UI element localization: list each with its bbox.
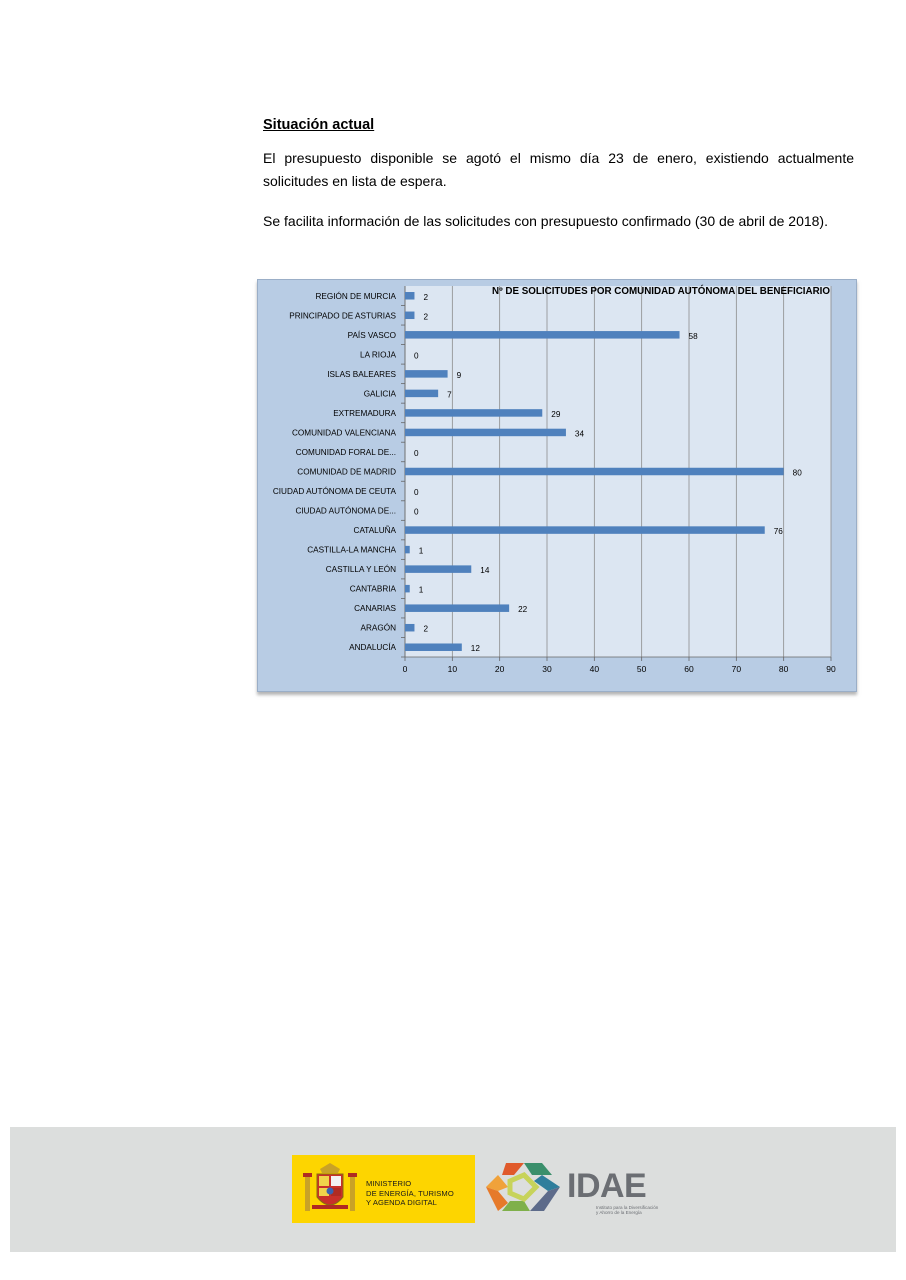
category-label: COMUNIDAD FORAL DE... (295, 447, 396, 457)
bar (405, 312, 414, 320)
x-tick-label: 80 (778, 664, 789, 674)
category-labels (273, 291, 397, 652)
category-label: CATALUÑA (353, 526, 396, 536)
bar-chart (258, 280, 856, 691)
category-label: CASTILLA Y LEÓN (325, 565, 396, 575)
idae-subtitle: Instituto para la Diversificación y Ahorro de la Energía (596, 1205, 659, 1216)
value-label: 29 (551, 409, 561, 419)
coat-of-arms-icon (302, 1161, 358, 1219)
ministry-name: MINISTERIO DE ENERGÍA, TURISMO Y AGENDA DIGITAL (366, 1179, 454, 1208)
bar (405, 585, 410, 593)
bar (405, 292, 414, 300)
bar (405, 604, 509, 612)
category-label: ARAGÓN (360, 623, 396, 633)
x-tick-label: 20 (494, 664, 505, 674)
category-label: CANTABRIA (349, 584, 396, 594)
category-label: CANARIAS (354, 604, 396, 614)
value-label: 34 (574, 429, 585, 439)
value-label: 80 (792, 468, 802, 478)
category-label: COMUNIDAD VALENCIANA (291, 428, 396, 438)
x-tick-label: 70 (731, 664, 742, 674)
x-tick-label: 10 (447, 664, 458, 674)
value-label: 0 (414, 488, 419, 498)
x-tick-label: 60 (684, 664, 694, 674)
x-tick-label: 40 (589, 664, 600, 674)
x-tick-label: 0 (402, 664, 408, 674)
idae-wordmark: IDAE (567, 1167, 647, 1205)
value-label: 1 (418, 585, 424, 595)
value-label: 12 (470, 644, 480, 654)
value-label: 7 (447, 390, 452, 400)
paragraph-info: Se facilita información de las solicitudes con presupuesto confirmado (30 de abril de 2018). (263, 213, 828, 229)
bar (405, 429, 566, 437)
x-tick-labels (403, 664, 836, 674)
category-label: LA RIOJA (360, 350, 396, 360)
x-tick-label: 50 (636, 664, 647, 674)
idae-logo-icon (484, 1161, 562, 1215)
category-label: COMUNIDAD DE MADRID (297, 467, 396, 477)
footer-band (10, 1127, 896, 1252)
value-label: 22 (518, 605, 528, 615)
category-label: ANDALUCÍA (349, 643, 396, 653)
chart-frame (257, 279, 857, 692)
value-label: 0 (414, 351, 419, 361)
x-tick-label: 30 (542, 664, 552, 674)
bar (405, 370, 448, 378)
bar (405, 409, 542, 417)
value-label: 0 (414, 448, 419, 458)
value-label: 2 (423, 292, 429, 302)
value-label: 2 (423, 624, 429, 634)
chart-title: Nº DE SOLICITUDES POR COMUNIDAD AUTÓNOMA DEL BENEFICIARIO (492, 286, 830, 297)
bar (405, 643, 462, 651)
category-label: ISLAS BALEARES (327, 369, 396, 379)
value-label: 1 (418, 546, 424, 556)
category-label: REGIÓN DE MURCIA (315, 291, 396, 301)
value-label: 2 (423, 312, 429, 322)
bar (405, 468, 784, 476)
bar (405, 526, 765, 534)
x-tick-label: 90 (826, 664, 836, 674)
category-label: PAÍS VASCO (347, 330, 396, 340)
category-label: GALICIA (363, 389, 396, 399)
paragraph-budget: El presupuesto disponible se agotó el mismo día 23 de enero, existiendo actualmente solicitudes en lista de espera. (263, 150, 854, 189)
bar (405, 390, 438, 398)
bar (405, 565, 471, 573)
bar (405, 546, 410, 554)
ministry-logo (292, 1155, 475, 1223)
category-label: EXTREMADURA (333, 408, 396, 418)
value-label: 76 (773, 527, 783, 537)
value-label: 0 (414, 507, 419, 517)
category-label: PRINCIPADO DE ASTURIAS (289, 311, 396, 321)
section-heading: Situación actual (263, 117, 375, 133)
value-label: 58 (688, 331, 698, 341)
category-label: CASTILLA-LA MANCHA (307, 545, 396, 555)
value-label: 14 (480, 566, 490, 576)
bar (405, 331, 680, 339)
category-label: CIUDAD AUTÓNOMA DE... (295, 506, 396, 516)
bar (405, 624, 414, 632)
category-label: CIUDAD AUTÓNOMA DE CEUTA (272, 487, 396, 497)
value-label: 9 (456, 370, 462, 380)
